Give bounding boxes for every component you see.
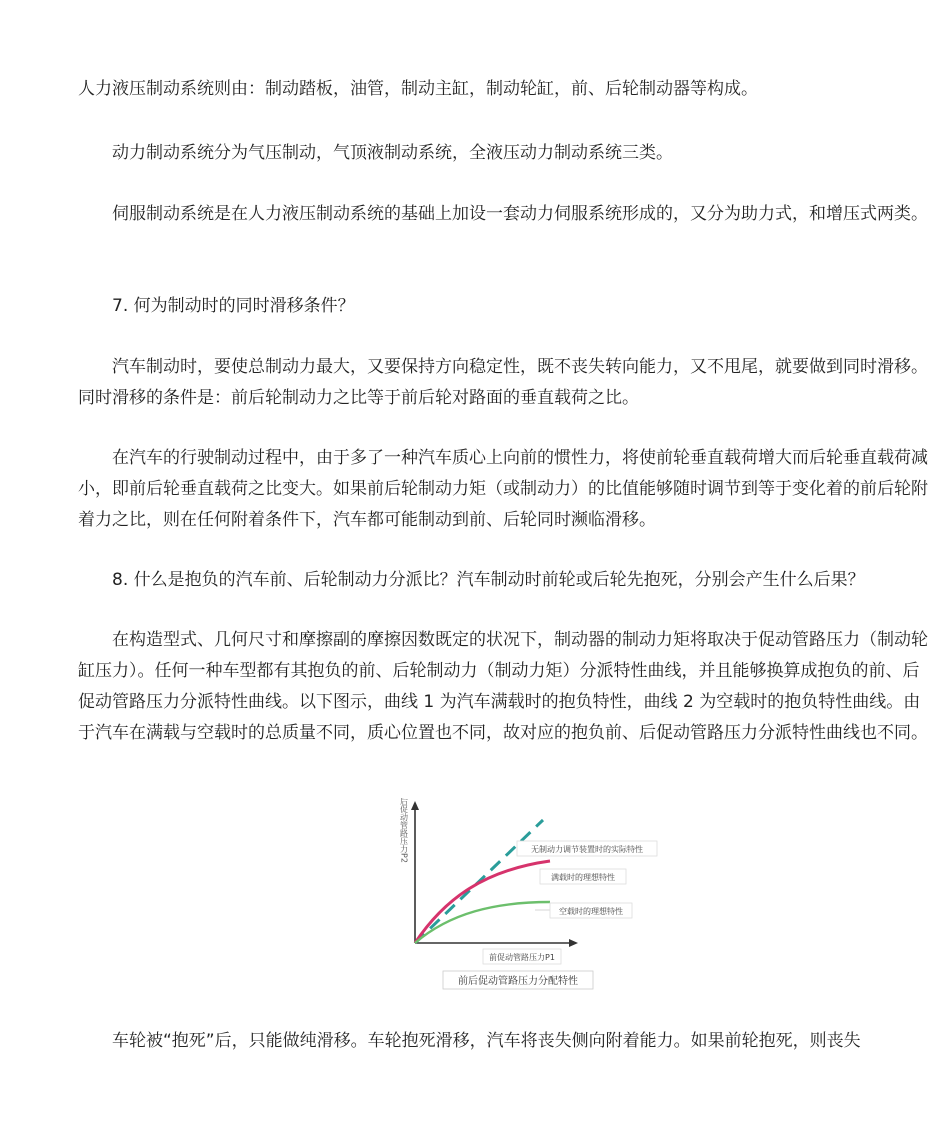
caption-text: 前后促动管路压力分配特性 bbox=[458, 976, 578, 987]
paragraph-simultaneous-slip: 汽车制动时，要使总制动力最大，又要保持方向稳定性，既不丧失转向能力，又不甩尾，就要做到同时滑移。 同时滑移的条件是：前后轮制动力之比等于前后轮对路面的垂直载荷之比。 bbox=[78, 357, 928, 408]
figure-caption bbox=[443, 971, 593, 989]
x-axis-label: 前促动管路压力P1 bbox=[489, 953, 555, 962]
svg-text:无制动力调节装置时的实际特性: 无制动力调节装置时的实际特性 bbox=[531, 845, 643, 854]
x-axis-label-box bbox=[483, 949, 561, 964]
question-8: 8. 什么是抱负的汽车前、后轮制动力分派比？汽车制动时前轮或后轮先抱死，分别会产生什么后果？ bbox=[112, 570, 865, 590]
pressure-distribution-diagram bbox=[385, 798, 675, 998]
paragraph-lock-up: 车轮被“抱死”后，只能做纯滑移。车轮抱死滑移，汽车将丧失侧向附着能力。如果前轮抱死，则丧失 bbox=[112, 1031, 861, 1051]
paragraph-ideal-distribution: 在构造型式、几何尺寸和摩擦副的摩擦因数既定的状况下，制动器的制动力矩将取决于促动管路压力（制动轮缸压力）。任何一种车型都有其抱负的前、后轮制动力（制动力矩）分派特性曲线，并且能够换算成抱负的前、后促动管路压力分派特性曲线。以下图示，曲线 1 为汽车满载时的抱负特性，曲线 2 为空载时的抱负特性曲线。由于汽车在满载与空载时的总质量不同，质心位置也不同，故对应的抱负前、后促动管路压力分派特性曲线也不同。 bbox=[78, 630, 928, 743]
legend-full-load bbox=[540, 869, 626, 884]
legend-empty-load bbox=[535, 903, 632, 918]
paragraph-hydraulic-system: 人力液压制动系统则由：制动踏板，油管，制动主缸，制动轮缸，前、后轮制动器等构成。 bbox=[78, 79, 758, 99]
svg-text:空载时的理想特性: 空载时的理想特性 bbox=[559, 907, 623, 916]
x-axis-arrow bbox=[569, 939, 578, 947]
legend-actual bbox=[517, 841, 657, 856]
y-axis-label: 后促动管路压力P2 bbox=[399, 798, 409, 863]
paragraph-servo-brake: 伺服制动系统是在人力液压制动系统的基础上加设一套动力伺服系统形成的，又分为助力式，和增压式两类。 bbox=[112, 204, 928, 224]
paragraph-inertia: 在汽车的行驶制动过程中，由于多了一种汽车质心上向前的惯性力，将使前轮垂直载荷增大而后轮垂直载荷减小，即前后轮垂直载荷之比变大。如果前后轮制动力矩（或制动力）的比值能够随时调节到等于变化着的前后轮附着力之比，则在任何附着条件下，汽车都可能制动到前、后轮同时濒临滑移。 bbox=[78, 448, 928, 530]
svg-text:满载时的理想特性: 满载时的理想特性 bbox=[551, 873, 615, 882]
paragraph-power-brake: 动力制动系统分为气压制动，气顶液制动系统，全液压动力制动系统三类。 bbox=[112, 143, 673, 163]
question-7: 7. 何为制动时的同时滑移条件？ bbox=[112, 296, 355, 316]
y-axis-arrow bbox=[411, 801, 419, 810]
